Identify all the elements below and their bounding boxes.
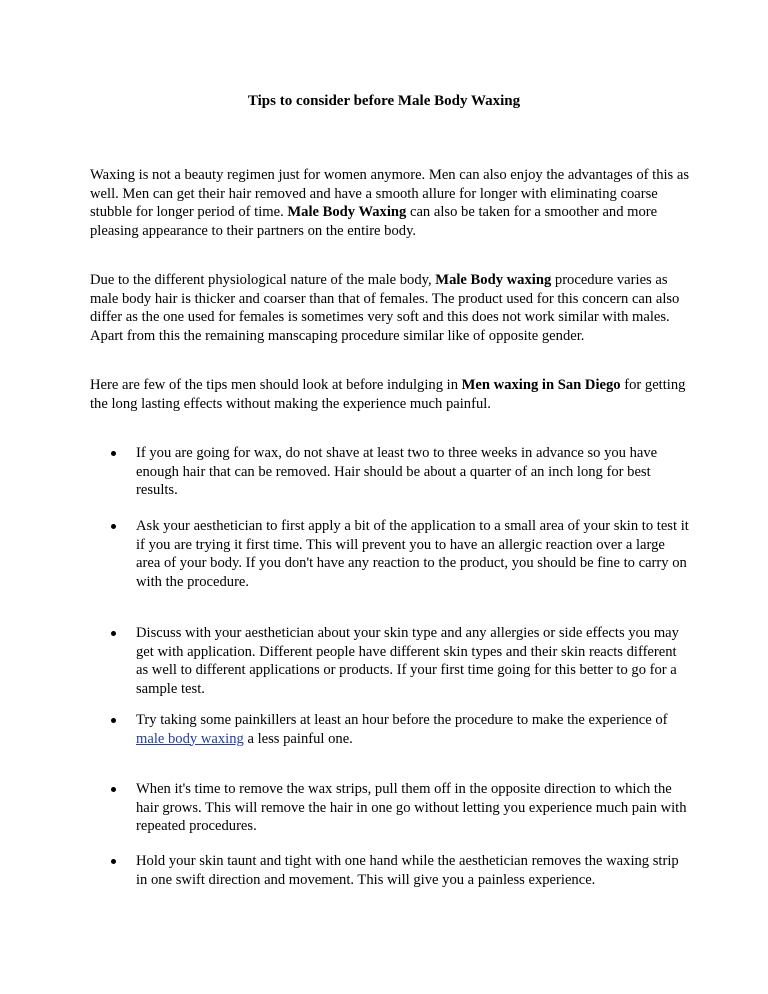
bullet-dot-icon bbox=[111, 524, 116, 529]
bullet-dot-icon bbox=[111, 451, 116, 456]
tips-intro-paragraph bbox=[90, 376, 690, 413]
document-title: Tips to consider before Male Body Waxing bbox=[247, 93, 521, 109]
tips-intro-bold-term: Men waxing in San Diego bbox=[461, 377, 621, 393]
bullet-dot-icon bbox=[111, 859, 116, 864]
tips-intro-text-start: Here are few of the tips men should look at before indulging in bbox=[90, 377, 462, 393]
intro-paragraph bbox=[90, 166, 690, 240]
bullet-dot-icon bbox=[111, 631, 116, 636]
physiology-paragraph bbox=[90, 271, 690, 345]
tip-text: Ask your aesthetician to first apply a bit of the application to a small area of your skin to test it if you are trying it first time. This will prevent you to have an allergic reaction over a large area of your body. If you don't have any reaction to the product, you should be fine to carry on with the procedure. bbox=[136, 518, 689, 590]
bullet-dot-icon bbox=[111, 787, 116, 792]
bullet-dot-icon bbox=[111, 718, 116, 723]
tip-text bbox=[136, 711, 691, 748]
tips-intro-text-end: for getting the long lasting effects without making the experience much painful. bbox=[90, 377, 686, 412]
tip-text: Hold your skin taunt and tight with one hand while the aesthetician removes the waxing strip in one swift direction and movement. This will give you a painless experience. bbox=[136, 853, 679, 888]
physiology-text-end: procedure varies as male body hair is thicker and coarser than that of females. The product used for this concern can also differ as the one used for females is sometimes very soft and this does not work similar with males. Apart from this the remaining manscaping procedure similar like of opposite gender. bbox=[90, 272, 680, 344]
tip-text: If you are going for wax, do not shave at least two to three weeks in advance so you have enough hair that can be removed. Hair should be about a quarter of an inch long for best results. bbox=[136, 445, 658, 499]
intro-bold-term: Male Body Waxing bbox=[287, 204, 407, 221]
tip-text: When it's time to remove the wax strips, pull them off in the opposite direction to which the hair grows. This will remove the hair in one go without letting you experience much pain with repeated procedures. bbox=[136, 781, 687, 835]
tip-text-start: Try taking some painkillers at least an hour before the procedure to make the experience of bbox=[136, 712, 668, 728]
tip-text: Discuss with your aesthetician about your skin type and any allergies or side effects you may get with application. Different people have different skin types and their skin reacts different as well to different applications or products. If your first time going for this better to go for a sample test. bbox=[136, 625, 679, 697]
intro-text-end: can also be taken for a smoother and more pleasing appearance to their partners on the entire body. bbox=[90, 204, 658, 239]
tip-text-end: a less painful one. bbox=[243, 730, 353, 747]
intro-text-start: Waxing is not a beauty regimen just for women anymore. Men can also enjoy the advantages of this as well. Men can get their hair removed and have a smooth allure for longer with eliminating coarse stubble for longer period of time. bbox=[90, 167, 690, 221]
physiology-text-start: Due to the different physiological nature of the male body, bbox=[90, 272, 436, 288]
male-body-waxing-link[interactable]: male body waxing bbox=[136, 730, 244, 747]
physiology-bold-term: Male Body waxing bbox=[435, 272, 552, 288]
